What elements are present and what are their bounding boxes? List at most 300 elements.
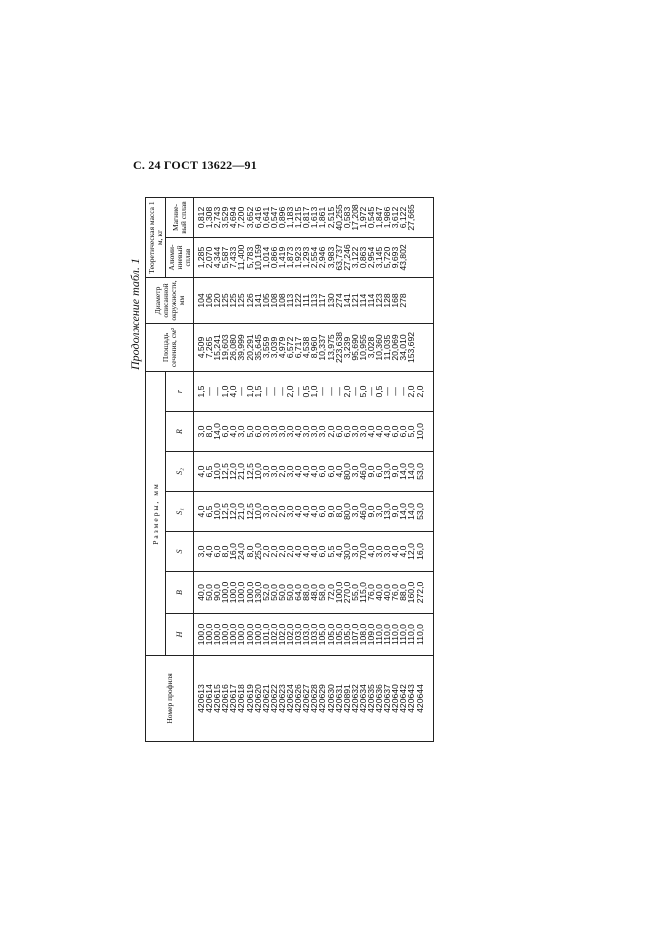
- cell-s1-8: 10,0: [252, 503, 263, 520]
- cell-s-12: 2,0: [285, 545, 296, 558]
- cell-aluminum-8: 10,159: [252, 244, 263, 271]
- cell-s-10: 2,0: [268, 545, 279, 558]
- cell-profile-12: 420624: [285, 684, 296, 713]
- cell-s-26: 4,0: [398, 545, 409, 558]
- cell-s1-3: 10,0: [212, 503, 223, 520]
- cell-r-4: 6,0: [220, 425, 231, 438]
- cell-diameter-20: 121: [349, 293, 360, 308]
- cell-s1-22: 9,0: [365, 505, 376, 518]
- aluminum-header: Алюми-ниевый сплав: [166, 238, 194, 278]
- cell-diameter-13: 122: [293, 293, 304, 308]
- cell-diameter-27: [407, 278, 415, 323]
- cell-profile-9: 420621: [260, 684, 271, 713]
- cell-r-24: 4,0: [382, 425, 393, 438]
- cell-s1-17: 9,0: [325, 505, 336, 518]
- cell-s-25: 4,0: [390, 545, 401, 558]
- col-area: [194, 324, 434, 372]
- cell-h-6: 100,0: [236, 623, 247, 646]
- cell-s2-22: 9,0: [365, 465, 376, 478]
- cell-b-10: 50,0: [268, 584, 279, 601]
- cell-profile-13: 420626: [293, 684, 304, 713]
- magnesium-header: Магние-вый сплав: [166, 198, 194, 238]
- cell-diameter-4: 125: [220, 293, 231, 308]
- cell-s1-5: 12,0: [228, 503, 239, 520]
- col-profile: [194, 656, 434, 742]
- cell-area-16: 10,337: [317, 334, 328, 361]
- cell-s1-16: 6,0: [317, 505, 328, 518]
- cell-profile-17: 420630: [325, 684, 336, 713]
- dimensions-header: Размеры, мм: [146, 372, 166, 656]
- cell-profile-2: 420614: [204, 684, 215, 713]
- cell-aluminum-28: [416, 238, 424, 277]
- s1-header: S₁: [166, 492, 194, 532]
- cell-s2-7: 12,5: [244, 463, 255, 480]
- cell-r-8: 1,5: [252, 385, 263, 398]
- cell-h-19: 105,0: [341, 623, 352, 646]
- cell-diameter-1: 104: [196, 293, 206, 308]
- cell-area-20: 95,690: [349, 334, 360, 361]
- col-diameter: [194, 278, 434, 324]
- cell-s1-10: 2,0: [268, 505, 279, 518]
- cell-r-21: 5,0: [357, 385, 368, 398]
- cell-magnesium-11: 0,896: [276, 206, 287, 229]
- cell-area-1: 4,509: [196, 336, 206, 359]
- cell-profile-22: 420635: [365, 684, 376, 713]
- cell-magnesium-27: 27,665: [406, 204, 417, 231]
- cell-s-5: 16,0: [228, 543, 239, 560]
- cell-aluminum-12: 1,873: [285, 246, 296, 269]
- cell-h-12: 102,0: [285, 623, 296, 646]
- cell-r-5: 4,0: [228, 385, 239, 398]
- cell-s1-4: 12,5: [220, 503, 231, 520]
- cell-h-8: 100,0: [252, 623, 263, 646]
- cell-s1-20: 3,0: [349, 505, 360, 518]
- cell-s2-15: 4,0: [309, 465, 320, 478]
- cell-area-25: 20,069: [390, 334, 401, 361]
- cell-b-6: 100,0: [236, 581, 247, 604]
- cell-area-19: 3,239: [341, 336, 352, 359]
- cell-r-8: 6,0: [252, 425, 263, 438]
- cell-h-9: 101,0: [260, 623, 271, 646]
- cell-diameter-17: 130: [325, 293, 336, 308]
- cell-h-25: 110,0: [390, 624, 401, 645]
- cell-b-9: 52,0: [260, 584, 271, 601]
- cell-r-17: —: [325, 387, 336, 396]
- cell-magnesium-9: 0,641: [260, 206, 271, 229]
- cell-s2-21: 46,0: [357, 463, 368, 480]
- cell-aluminum-2: 2,070: [204, 246, 215, 269]
- cell-aluminum-15: 2,554: [309, 246, 320, 269]
- cell-r-7: 1,0: [244, 385, 255, 398]
- cell-profile-20: 420632: [349, 684, 360, 713]
- cell-h-21: 108,0: [357, 623, 368, 646]
- cell-h-11: 102,0: [276, 623, 287, 646]
- cell-s1-14: 4,0: [301, 505, 312, 518]
- cell-magnesium-24: 1,986: [382, 206, 393, 229]
- cell-r-16: —: [317, 387, 328, 396]
- cell-diameter-15: 113: [309, 293, 320, 308]
- cell-b-26: 88,0: [398, 584, 409, 601]
- col-r-big: [194, 412, 434, 452]
- cell-h-22: 109,0: [365, 623, 376, 646]
- cell-aluminum-17: 3,983: [325, 246, 336, 269]
- cell-diameter-11: 108: [276, 293, 287, 308]
- cell-profile-18: 420631: [333, 684, 344, 713]
- cell-area-2: 7,265: [204, 336, 215, 359]
- cell-r-4: 1,0: [220, 385, 231, 398]
- cell-b-24: 40,0: [382, 584, 393, 601]
- cell-b-20: 55,0: [349, 584, 360, 601]
- cell-s-3: 6,0: [212, 545, 223, 558]
- profiles-table: [145, 197, 434, 742]
- cell-area-24: 11,035: [382, 334, 393, 361]
- cell-profile-14: 420627: [301, 684, 312, 713]
- cell-profile-11: 420623: [276, 684, 287, 713]
- cell-r-6: 3,0: [236, 425, 247, 438]
- cell-b-16: 58,0: [317, 584, 328, 601]
- cell-r-15: 1,0: [309, 385, 320, 398]
- cell-b-25: 76,0: [390, 584, 401, 601]
- cell-diameter-22: 114: [365, 293, 376, 308]
- cell-r-17: 2,0: [325, 425, 336, 438]
- cell-r-20: 3,0: [349, 425, 360, 438]
- cell-r-20: —: [349, 387, 360, 396]
- cell-r-11: 3,0: [276, 425, 287, 438]
- cell-magnesium-25: 3,612: [390, 206, 401, 229]
- cell-s2-14: 4,0: [301, 465, 312, 478]
- cell-s1-2: 6,5: [204, 505, 215, 518]
- cell-b-27: 160,0: [406, 581, 417, 604]
- cell-r-24: —: [382, 387, 393, 396]
- h-header: H: [166, 614, 194, 656]
- col-r-small: [194, 372, 434, 412]
- cell-magnesium-21: 1,972: [357, 206, 368, 229]
- cell-r-13: 4,0: [293, 425, 304, 438]
- cell-diameter-12: 113: [285, 293, 296, 308]
- cell-s-28: 16,0: [414, 543, 425, 560]
- cell-r-7: 5,0: [244, 425, 255, 438]
- cell-s-9: 2,0: [260, 545, 271, 558]
- s2-header: S₂: [166, 452, 194, 492]
- cell-diameter-7: 126: [244, 293, 255, 308]
- b-header: B: [166, 572, 194, 614]
- cell-magnesium-18: 40,255: [333, 204, 344, 231]
- cell-s-23: 3,0: [374, 545, 385, 558]
- cell-b-21: 115,0: [357, 582, 368, 603]
- cell-magnesium-2: 1,308: [204, 206, 215, 229]
- cell-magnesium-12: 1,183: [285, 206, 296, 229]
- cell-s1-15: 4,0: [309, 505, 320, 518]
- cell-magnesium-16: 1,861: [317, 206, 328, 229]
- cell-s1-27: 14,0: [406, 503, 417, 520]
- cell-s2-3: 10,0: [212, 463, 223, 480]
- cell-area-21: 10,955: [357, 334, 368, 361]
- s-header: S: [166, 532, 194, 572]
- cell-s-19: 30,0: [341, 543, 352, 560]
- cell-profile-21: 420634: [357, 684, 368, 713]
- cell-s2-11: 2,0: [276, 465, 287, 478]
- cell-diameter-2: 106: [204, 293, 215, 308]
- cell-h-17: 105,0: [325, 623, 336, 646]
- cell-magnesium-23: 1,847: [374, 206, 385, 229]
- cell-s1-9: 3,0: [260, 505, 271, 518]
- cell-r-1: 1,5: [196, 385, 206, 398]
- cell-area-27: 153,692: [406, 331, 417, 364]
- cell-b-17: 72,0: [325, 584, 336, 601]
- page-header: С. 24 ГОСТ 13622—91: [133, 158, 257, 172]
- cell-s1-6: 21,0: [236, 503, 247, 520]
- cell-r-28: 10,0: [414, 423, 425, 440]
- cell-s-1: 3,0: [196, 545, 206, 558]
- cell-s-15: 4,0: [309, 545, 320, 558]
- cell-b-1: 40,0: [196, 584, 206, 601]
- cell-aluminum-19: 27,246: [341, 244, 352, 271]
- cell-area-7: 20,291: [244, 334, 255, 361]
- cell-diameter-19: 141: [341, 293, 352, 308]
- cell-aluminum-3: 4,344: [212, 246, 223, 269]
- cell-h-2: 100,0: [204, 623, 215, 646]
- cell-h-18: 105,0: [333, 623, 344, 646]
- cell-s1-21: 46,0: [357, 503, 368, 520]
- cell-r-2: —: [204, 387, 215, 396]
- cell-r-23: 0,5: [374, 385, 385, 398]
- cell-b-28: 272,0: [414, 581, 425, 604]
- cell-r-26: 6,0: [398, 425, 409, 438]
- cell-area-12: 6,572: [285, 336, 296, 359]
- cell-s2-8: 10,0: [252, 463, 263, 480]
- cell-aluminum-13: 1,923: [293, 246, 304, 269]
- cell-area-18: 223,638: [333, 331, 344, 364]
- cell-profile-6: 420618: [236, 684, 247, 713]
- profile-number-header: Номер профиля: [146, 656, 194, 742]
- cell-b-8: 130,0: [252, 581, 263, 604]
- cell-s2-20: 3,0: [349, 465, 360, 478]
- cell-magnesium-26: 6,122: [398, 206, 409, 229]
- cell-s-20: 3,0: [349, 545, 360, 558]
- cell-aluminum-26: 43,802: [398, 244, 409, 271]
- cell-r-1: 3,0: [196, 425, 206, 438]
- mass-header: Теоретическая масса 1 м, кг: [146, 198, 166, 278]
- cell-profile-8: 420620: [252, 684, 263, 713]
- r-small-header: r: [166, 372, 194, 412]
- cell-magnesium-6: 7,200: [236, 206, 247, 229]
- cell-profile-10: 420622: [268, 684, 279, 713]
- cell-r-10: —: [268, 387, 279, 396]
- cell-aluminum-4: 5,587: [220, 246, 231, 269]
- cell-b-3: 90,0: [212, 584, 223, 601]
- col-s2: [194, 452, 434, 492]
- cell-r-11: —: [276, 387, 287, 396]
- cell-profile-3: 420615: [212, 684, 223, 713]
- cell-h-27: 110,0: [406, 624, 417, 645]
- cell-diameter-9: 105: [260, 293, 271, 308]
- cell-s2-5: 12,0: [228, 463, 239, 480]
- cell-aluminum-24: 5,720: [382, 246, 393, 269]
- cell-aluminum-14: 1,293: [301, 246, 312, 269]
- cell-area-8: 35,645: [252, 334, 263, 361]
- cell-r-22: 4,0: [365, 425, 376, 438]
- area-header: Площадь сечения, см²: [146, 324, 194, 372]
- cell-s-4: 8,0: [220, 545, 231, 558]
- cell-aluminum-20: 3,122: [349, 246, 360, 269]
- cell-magnesium-19: 0,583: [341, 206, 352, 229]
- cell-diameter-10: 108: [268, 293, 279, 308]
- cell-s2-25: 9,0: [390, 465, 401, 478]
- cell-h-3: 100,0: [212, 623, 223, 646]
- cell-h-10: 102,0: [268, 623, 279, 646]
- cell-b-18: 100,0: [333, 581, 344, 604]
- cell-profile-19: 420891: [341, 684, 352, 713]
- cell-h-1: 100,0: [196, 623, 206, 646]
- diameter-header: Диаметр описанной окружности, мм: [146, 278, 194, 324]
- cell-profile-4: 420616: [220, 684, 231, 713]
- cell-aluminum-10: 0,866: [268, 246, 279, 269]
- cell-s1-25: 9,0: [390, 505, 401, 518]
- cell-s-14: 4,0: [301, 545, 312, 558]
- cell-r-26: —: [398, 387, 409, 396]
- cell-magnesium-7: 3,652: [244, 206, 255, 229]
- cell-magnesium-28: [416, 198, 424, 237]
- cell-magnesium-15: 1,613: [309, 206, 320, 229]
- cell-area-6: 39,999: [236, 334, 247, 361]
- cell-s-16: 6,0: [317, 545, 328, 558]
- cell-diameter-3: 120: [212, 293, 223, 308]
- cell-r-15: 3,0: [309, 425, 320, 438]
- cell-b-5: 100,0: [228, 581, 239, 604]
- cell-r-2: 8,0: [204, 425, 215, 438]
- cell-s2-10: 3,0: [268, 465, 279, 478]
- cell-h-28: 110,0: [414, 624, 425, 645]
- cell-s-24: 3,0: [382, 545, 393, 558]
- cell-s-17: 5,5: [325, 545, 336, 558]
- cell-b-11: 50,0: [276, 584, 287, 601]
- cell-aluminum-1: 1,285: [196, 246, 206, 269]
- cell-r-25: —: [390, 387, 401, 396]
- cell-aluminum-27: [407, 238, 415, 277]
- cell-r-19: 2,0: [341, 385, 352, 398]
- cell-h-4: 100,0: [220, 623, 231, 646]
- cell-profile-25: 420640: [390, 684, 401, 713]
- cell-s1-28: 53,0: [414, 503, 425, 520]
- cell-s-2: 4,0: [204, 545, 215, 558]
- col-magnesium: [194, 198, 434, 238]
- cell-s1-24: 13,0: [382, 503, 393, 520]
- cell-magnesium-17: 2,515: [325, 206, 336, 229]
- cell-profile-15: 420628: [309, 684, 320, 713]
- cell-magnesium-22: 0,545: [365, 206, 376, 229]
- cell-h-7: 100,0: [244, 623, 255, 646]
- cell-r-14: 3,0: [301, 425, 312, 438]
- cell-s2-19: 80,0: [341, 463, 352, 480]
- cell-profile-5: 420617: [228, 684, 239, 713]
- cell-s2-18: 4,0: [333, 465, 344, 478]
- cell-area-23: 10,360: [374, 334, 385, 361]
- col-h: [194, 614, 434, 656]
- cell-area-4: 19,603: [220, 334, 231, 361]
- cell-area-22: 3,028: [365, 336, 376, 359]
- cell-aluminum-23: 3,145: [374, 246, 385, 269]
- cell-h-16: 105,0: [317, 623, 328, 646]
- cell-h-5: 100,0: [228, 623, 239, 646]
- cell-r-25: 6,0: [390, 425, 401, 438]
- cell-s2-1: 4,0: [196, 465, 206, 478]
- cell-s-22: 4,0: [365, 545, 376, 558]
- cell-h-20: 107,0: [349, 623, 360, 646]
- cell-r-27: 2,0: [406, 385, 417, 398]
- cell-aluminum-21: 0,863: [357, 246, 368, 269]
- cell-h-24: 110,0: [382, 624, 393, 645]
- cell-s-13: 4,0: [293, 545, 304, 558]
- cell-h-26: 110,0: [398, 624, 409, 645]
- cell-s-8: 25,0: [252, 543, 263, 560]
- col-b: [194, 572, 434, 614]
- col-aluminum: [194, 238, 434, 278]
- rotated-table-block: [128, 182, 640, 742]
- cell-profile-26: 420642: [398, 684, 409, 713]
- cell-magnesium-14: 0,817: [301, 206, 312, 229]
- r-big-header: R: [166, 412, 194, 452]
- cell-h-13: 103,0: [293, 623, 304, 646]
- cell-area-28: [416, 324, 424, 371]
- cell-r-21: 3,0: [357, 425, 368, 438]
- cell-diameter-21: 114: [357, 293, 368, 308]
- cell-magnesium-4: 3,529: [220, 206, 231, 229]
- cell-b-14: 88,0: [301, 584, 312, 601]
- cell-r-16: 3,0: [317, 425, 328, 438]
- cell-r-10: 3,0: [268, 425, 279, 438]
- cell-area-13: 6,717: [293, 336, 304, 359]
- cell-s2-24: 13,0: [382, 463, 393, 480]
- cell-profile-1: 420613: [196, 684, 206, 713]
- cell-r-3: —: [212, 387, 223, 396]
- cell-r-14: 0,5: [301, 385, 312, 398]
- cell-r-28: 2,0: [414, 385, 425, 398]
- cell-s-18: 4,0: [333, 545, 344, 558]
- cell-aluminum-25: 9,693: [390, 246, 401, 269]
- cell-aluminum-7: 5,783: [244, 246, 255, 269]
- cell-s2-28: 53,0: [414, 463, 425, 480]
- cell-profile-24: 420637: [382, 684, 393, 713]
- cell-s2-26: 14,0: [398, 463, 409, 480]
- cell-diameter-8: 141: [252, 293, 263, 308]
- cell-r-3: 14,0: [212, 423, 223, 440]
- cell-aluminum-11: 1,419: [276, 246, 287, 269]
- cell-profile-28: 420644: [414, 684, 425, 713]
- cell-b-19: 270,0: [341, 581, 352, 604]
- cell-s2-13: 4,0: [293, 465, 304, 478]
- cell-diameter-23: 123: [374, 293, 385, 308]
- cell-aluminum-5: 7,433: [228, 246, 239, 269]
- cell-b-7: 100,0: [244, 581, 255, 604]
- cell-b-4: 100,0: [220, 581, 231, 604]
- cell-aluminum-6: 11,400: [236, 244, 247, 271]
- cell-b-2: 50,0: [204, 584, 215, 601]
- cell-diameter-14: 111: [301, 293, 312, 308]
- cell-diameter-24: 128: [382, 293, 393, 308]
- cell-r-12: 2,0: [285, 385, 296, 398]
- cell-s-27: 12,0: [406, 543, 417, 560]
- cell-r-6: —: [236, 387, 247, 396]
- cell-r-12: 3,0: [285, 425, 296, 438]
- cell-h-15: 103,0: [309, 623, 320, 646]
- cell-magnesium-10: 0,547: [268, 206, 279, 229]
- cell-r-23: 4,0: [374, 425, 385, 438]
- cell-diameter-16: 117: [317, 293, 328, 308]
- cell-s-11: 2,0: [276, 545, 287, 558]
- cell-s2-12: 3,0: [285, 465, 296, 478]
- cell-s1-7: 12,5: [244, 503, 255, 520]
- cell-profile-23: 420636: [374, 684, 385, 713]
